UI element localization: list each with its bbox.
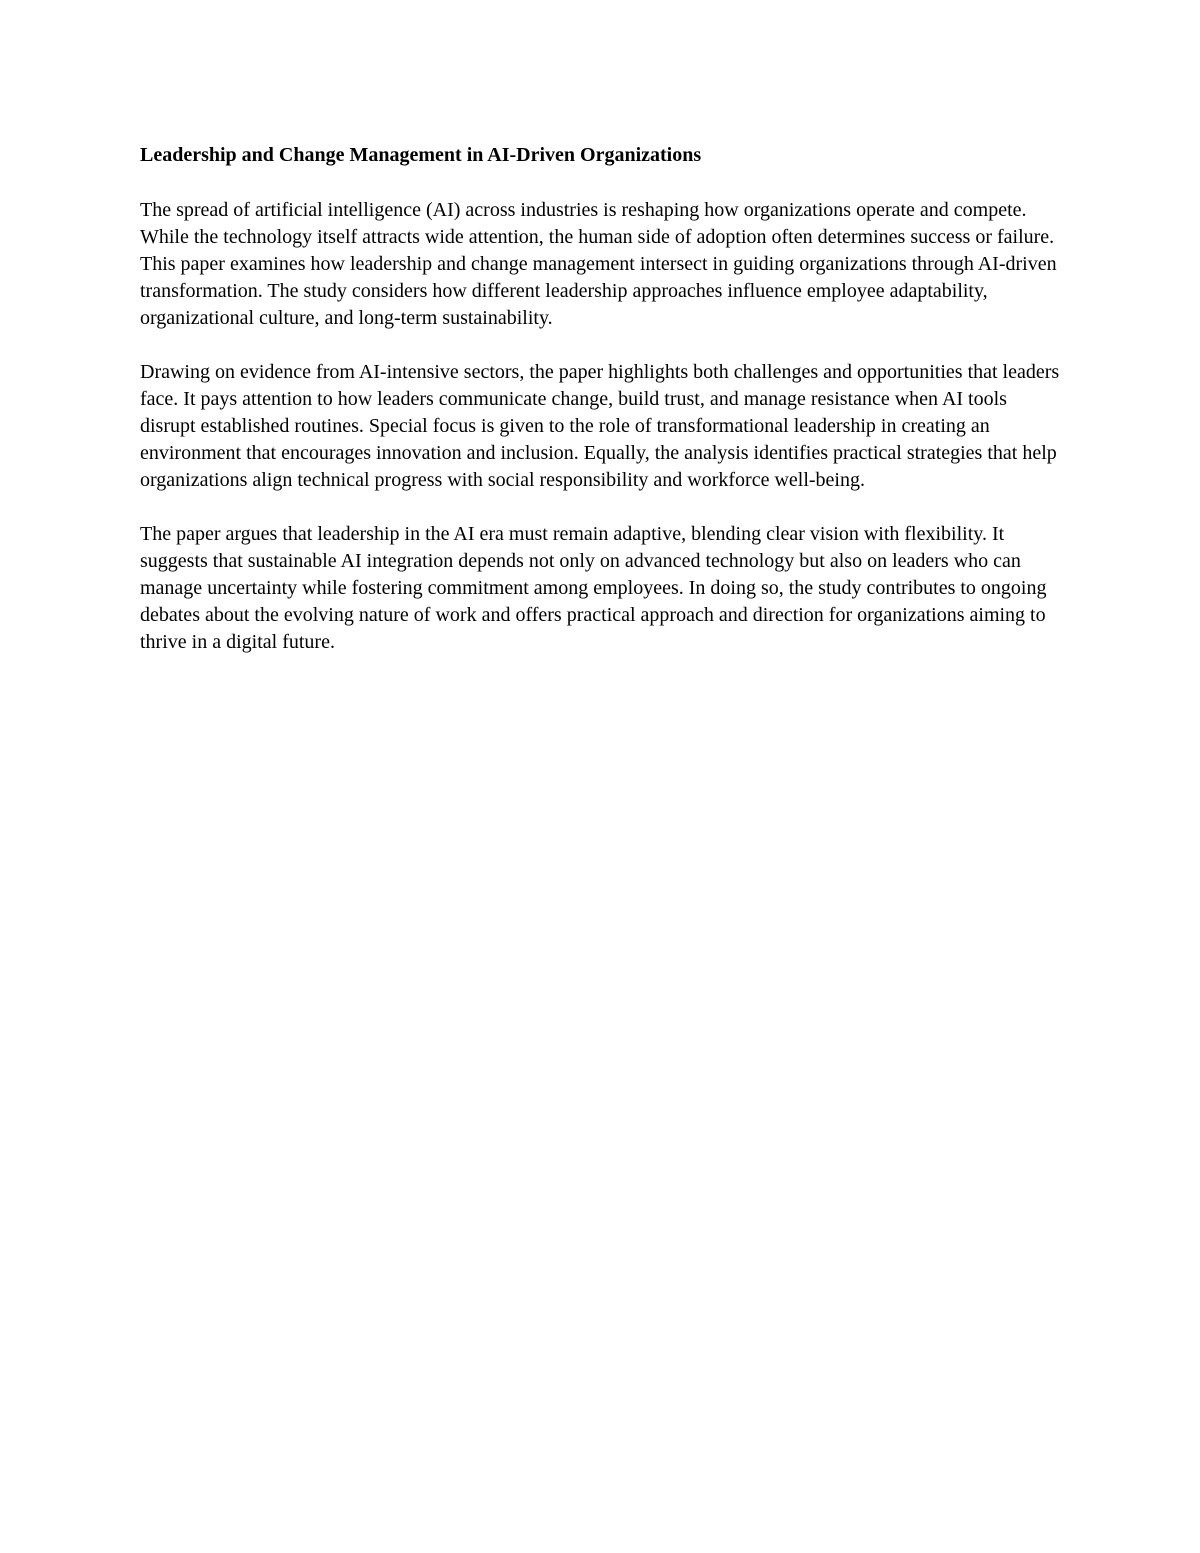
paragraph-introduction: The spread of artificial intelligence (AI) across industries is reshaping how organizations operate and compete. While the technology itself attracts wide attention, the human side of adoption often determines success or failure. This paper examines how leadership and change management intersect in guiding organizations through AI-driven transformation. The study considers how different leadership approaches influence employee adaptability, organizational culture, and long-term sustainability. bbox=[140, 199, 1057, 329]
paragraph-evidence: Drawing on evidence from AI-intensive sectors, the paper highlights both challenges and opportunities that leaders face. It pays attention to how leaders communicate change, build trust, and manage resistance when AI tools disrupt established routines. Special focus is given to the role of transformational leadership in creating an environment that encourages innovation and inclusion. Equally, the analysis identifies practical strategies that help organizations align technical progress with social responsibility and workforce well-being. bbox=[140, 361, 1060, 491]
document-title: Leadership and Change Management in AI-Driven Organizations bbox=[140, 144, 702, 166]
document-body bbox=[140, 142, 1065, 683]
paragraph-conclusion: The paper argues that leadership in the AI era must remain adaptive, blending clear vision with flexibility. It suggests that sustainable AI integration depends not only on advanced technology but also on leaders who can manage uncertainty while fostering commitment among employees. In doing so, the study contributes to ongoing debates about the evolving nature of work and offers practical approach and direction for organizations aiming to thrive in a digital future. bbox=[140, 523, 1047, 653]
